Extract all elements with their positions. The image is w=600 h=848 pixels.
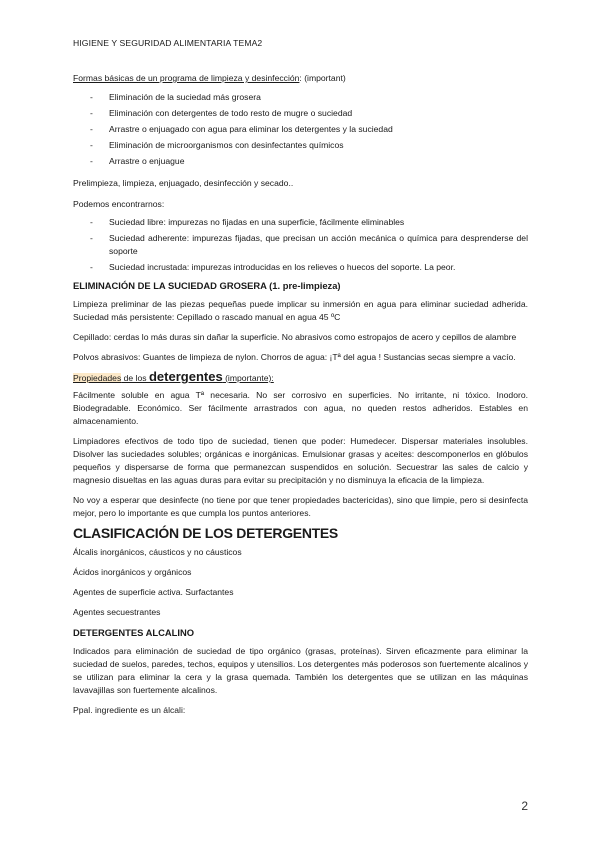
paragraph-ppal: Ppal. ingrediente es un álcali:	[73, 705, 186, 715]
list-item: - Eliminación de la suciedad más grosera	[73, 91, 528, 104]
clasificacion-item: Ácidos inorgánicos y orgánicos	[73, 567, 192, 577]
paragraph-alcalino: Indicados para eliminación de suciedad de tipo orgánico (grasas, proteínas). Sirven eficazmente para eliminar la suciedad de suelos, paredes, techos, equipos y utensilios. Los detergentes más poderosos son fuertemente alcalinos y se utilizan para eliminar la cera y la grasa quemada. También los detergentes que se utilizan en las máquinas lavavajillas son fuertemente alcalinos.	[73, 646, 528, 695]
paragraph-propiedades-3: No voy a esperar que desinfecte (no tiene por que tener propiedades bactericidas), sino que limpie, pero si desinfecta mejor, pero lo importante es que cumpla los puntos anteriores.	[73, 495, 528, 518]
clasificacion-item: Agentes de superficie activa. Surfactantes	[73, 587, 234, 597]
paragraph-prelimpieza: Prelimpieza, limpieza, enjuagado, desinfección y secado..	[73, 178, 294, 188]
list-item: - Suciedad incrustada: impurezas introducidas en los relieves o huecos del soporte. La peor.	[73, 261, 528, 274]
section-title-formas	[73, 72, 528, 85]
paragraph-eliminacion-1: Limpieza preliminar de las piezas pequeñas puede implicar su inmersión en agua para eliminar suciedad adherida. Suciedad más persistente: Cepillado o rascado manual en agua 45 ºC	[73, 299, 528, 322]
list-item: - Eliminación con detergentes de todo resto de mugre o suciedad	[73, 107, 528, 120]
heading-alcalino: DETERGENTES ALCALINO	[73, 627, 195, 638]
list-item: - Eliminación de microorganismos con desinfectantes químicos	[73, 139, 528, 152]
paragraph-eliminacion-2: Cepillado: cerdas lo más duras sin dañar la superficie. No abrasivos como estropajos de acero y cepillos de alambre	[73, 332, 517, 342]
paragraph-propiedades-2: Limpiadores efectivos de todo tipo de suciedad, tienen que poder: Humedecer. Dispersar materiales insolubles. Disolver las suciedades solubles; orgánicas e inorgánicas. Emulsionar grasas y aceites: descomponerlos en glóbulos pequeños y dispersarse de forma que permanezcan suspendidos en solución. Secuestrar las sales de calcio y magnesio disueltas en las aguas duras para evitar su precipitación y no disminuya la eficacia de la limpieza.	[73, 436, 528, 485]
list-item: - Arrastre o enjuagado con agua para eliminar los detergentes y la suciedad	[73, 123, 528, 136]
formas-list	[73, 91, 528, 168]
propiedades-highlight: Propiedades	[73, 373, 122, 383]
page-header: HIGIENE Y SEGURIDAD ALIMENTARIA TEMA2	[73, 38, 263, 48]
heading-propiedades	[73, 370, 528, 385]
list-item: - Suciedad libre: impurezas no fijadas en una superficie, fácilmente eliminables	[73, 216, 528, 229]
propiedades-detergentes: detergentes	[148, 369, 223, 384]
page-number: 2	[521, 799, 528, 813]
clasificacion-item: Agentes secuestrantes	[73, 607, 161, 617]
paragraph-propiedades-1: Fácilmente soluble en agua Tª necesaria. No ser corrosivo en superficies. No irritante, ni tóxico. Inodoro. Biodegradable. Económico. Ser fácilmente arrastrados con agua, no queden restos adheridos. Estables en almacenamiento.	[73, 390, 528, 426]
page-content	[73, 72, 528, 717]
heading-eliminacion: ELIMINACIÓN DE LA SUCIEDAD GROSERA (1. pre-limpieza)	[73, 280, 341, 291]
propiedades-de-los: de los	[121, 373, 149, 383]
heading-clasificacion: CLASIFICACIÓN DE LOS DETERGENTES	[73, 525, 338, 541]
list-item: - Suciedad adherente: impurezas fijadas, que precisan un acción mecánica o química para desprenderse del soporte	[73, 232, 528, 258]
paragraph-podemos: Podemos encontrarnos:	[73, 199, 165, 209]
formas-title-suffix: : (important)	[299, 73, 346, 83]
formas-title-text: Formas básicas de un programa de limpieza y desinfección	[73, 73, 300, 83]
paragraph-eliminacion-3: Polvos abrasivos: Guantes de limpieza de nylon. Chorros de agua: ¡Tª del agua ! Sustancias secas siempre a vacío.	[73, 352, 516, 362]
suciedad-list	[73, 216, 528, 274]
clasificacion-item: Álcalis inorgánicos, cáusticos y no cáusticos	[73, 547, 242, 557]
propiedades-suffix: (importante):	[222, 373, 274, 383]
list-item: - Arrastre o enjuague	[73, 155, 528, 168]
